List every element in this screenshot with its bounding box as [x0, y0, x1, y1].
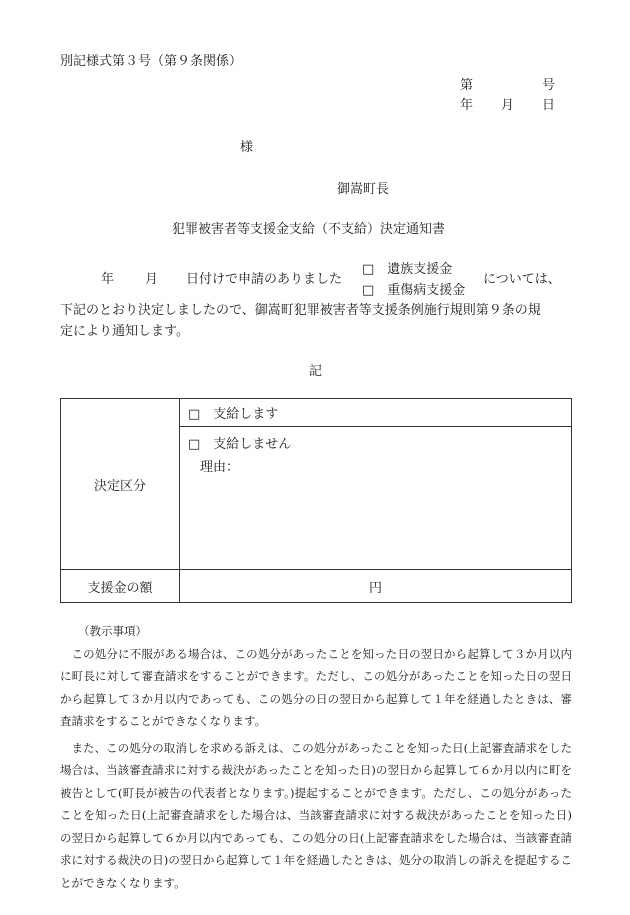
reason-label: 理由：: [200, 460, 240, 475]
checkbox-bereaved-support: □ 遺族支援金: [362, 262, 453, 277]
date-day: 日: [542, 98, 556, 113]
doc-number-suffix: 号: [542, 78, 556, 93]
option-no-pay: [180, 427, 572, 570]
body-year: 年: [101, 272, 115, 287]
form-number: 別記様式第３号（第９条関係）: [60, 54, 243, 69]
option-pay: [180, 399, 572, 427]
doc-number-prefix: 第: [460, 78, 474, 93]
decision-table: [60, 398, 572, 603]
date-month: 月: [501, 98, 515, 113]
amount-value: [180, 570, 572, 603]
option-pay-label: □ 支給します: [188, 407, 279, 422]
body-line-3: 定により通知します。: [60, 324, 189, 339]
addressee-suffix: 様: [240, 140, 254, 155]
body-month: 月: [145, 272, 159, 287]
document-title: 犯罪被害者等支援金支給（不支給）決定通知書: [172, 222, 446, 237]
ki-label: 記: [309, 364, 323, 379]
notes-heading: （教示事項）: [78, 624, 147, 638]
checkbox-serious-injury-support: □ 重傷病支援金: [362, 283, 466, 298]
amount-label: 支援金の額: [61, 570, 180, 603]
date-year: 年: [460, 98, 474, 113]
issuer: 御嵩町長: [337, 182, 390, 197]
body-regarding: については、: [483, 272, 561, 287]
body-line-2: 下記のとおり決定しましたので、御嵩町犯罪被害者等支援条例施行規則第９条の規: [60, 303, 541, 318]
category-label: 決定区分: [61, 399, 180, 570]
notes-paragraph-1: この処分に不服がある場合は、この処分があったことを知った日の翌日から起算して３か月以内に町長に対して審査請求をすることができます。ただし、この処分があったことを知った日の翌日から起算して３か月以内であっても、この処分の日の翌日から起算して１年を経過したときは、審査請求をすることができなくなります。: [60, 646, 572, 728]
notes-section: [60, 620, 572, 894]
notes-paragraph-2: また、この処分の取消しを求める訴えは、この処分があったことを知った日(上記審査請求をした場合は、当該審査請求に対する裁決があったことを知った日)の翌日から起算して６か月以内に町を被告として(町長が被告の代表者となります。)提起することができます。ただし、この処分があったことを知った日(上記審査請求をした場合は、当該審査請求に対する裁決があったことを知った日)の翌日から起算して６か月以内であっても、この処分の日(上記審査請求をした場合は、当該審査請求に対する裁決の日)の翌日から起算して１年を経過したときは、処分の取消しの訴えを提起することができなくなります。: [60, 740, 572, 890]
option-no-pay-label: □ 支給しません: [188, 437, 292, 452]
body-date-text: 日付けで申請のありました: [186, 272, 343, 287]
amount-unit: 円: [368, 580, 382, 596]
